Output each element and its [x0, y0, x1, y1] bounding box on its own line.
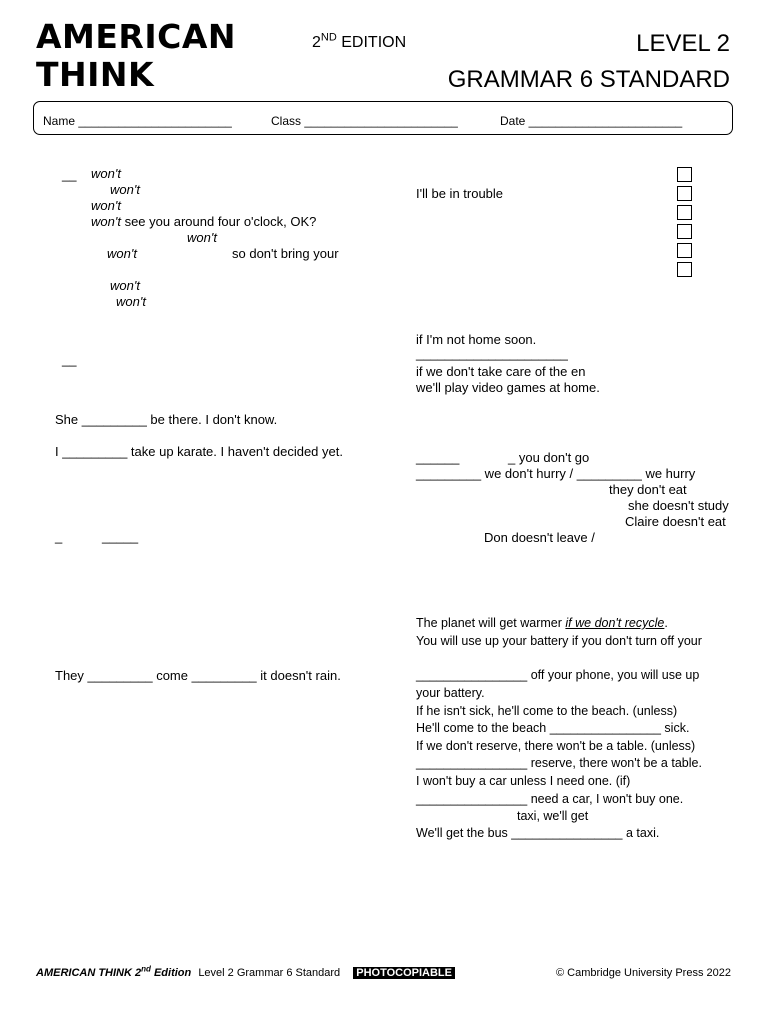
right-line: if I'm not home soon. — [416, 332, 537, 347]
left-line: __ — [62, 352, 77, 367]
left-line: She _________ be there. I don't know. — [55, 412, 278, 427]
left-line: so don't bring your — [232, 246, 339, 261]
edition-number: 2 — [312, 34, 321, 51]
right-line: If he isn't sick, he'll come to the beach. (unless) — [416, 704, 678, 718]
right-line: they don't eat — [609, 482, 687, 497]
left-line: I _________ take up karate. I haven't decided yet. — [55, 444, 343, 459]
edition-label — [312, 31, 407, 52]
brand-title-line1: AMERICAN — [36, 17, 236, 56]
checkbox[interactable] — [677, 167, 692, 182]
photocopiable-badge: PHOTOCOPIABLE — [353, 967, 455, 979]
checkbox[interactable] — [677, 224, 692, 239]
example-text: The planet will get warmer — [416, 616, 562, 630]
name-field[interactable]: Name _______________________ — [43, 114, 232, 128]
left-line: won't — [91, 166, 121, 181]
footer-series-sup: nd — [141, 964, 151, 974]
example-answer: if we don't recycle — [565, 616, 665, 630]
right-line: ______ — [416, 450, 460, 465]
checkbox[interactable] — [677, 262, 692, 277]
right-line: He'll come to the beach ________________ sick. — [416, 721, 690, 735]
date-field[interactable]: Date _______________________ — [500, 114, 683, 128]
left-line — [91, 214, 316, 230]
brand-title-line2: THINK — [36, 55, 155, 94]
footer-series-title: AMERICAN THINK 2 — [36, 967, 142, 979]
right-line: taxi, we'll get — [517, 809, 589, 823]
footer-series — [36, 964, 192, 979]
left-line: won't — [187, 230, 217, 245]
left-line: _ — [55, 529, 63, 544]
right-line: _________ we don't hurry / _________ we hurry — [416, 466, 696, 481]
checkbox[interactable] — [677, 243, 692, 258]
footer-level: Level 2 Grammar 6 Standard — [198, 967, 341, 979]
footer-left — [36, 964, 455, 979]
right-line: your battery. — [416, 686, 485, 700]
student-info-box — [33, 101, 733, 135]
right-line: You will use up your battery if you don't turn off your — [416, 634, 702, 648]
level-label: LEVEL 2 — [636, 30, 730, 57]
right-line: ________________ need a car, I won't buy one. — [416, 792, 684, 806]
footer-series-edition: Edition — [153, 967, 192, 979]
checkbox[interactable] — [677, 186, 692, 201]
right-line: Claire doesn't eat — [625, 514, 726, 529]
left-line: They _________ come _________ it doesn't rain. — [55, 668, 341, 683]
left-word: see you around four o'clock, OK? — [124, 214, 317, 229]
right-line: she doesn't study — [628, 498, 729, 513]
right-line: _____________________ — [416, 346, 568, 361]
right-line: _ you don't go — [508, 450, 590, 465]
left-line: won't — [107, 246, 137, 261]
left-line: won't — [110, 278, 140, 293]
edition-word: EDITION — [341, 34, 407, 51]
left-line: _____ — [102, 529, 139, 544]
left-word: won't — [91, 214, 121, 229]
example-sentence — [416, 615, 668, 631]
right-line: I'll be in trouble — [416, 186, 504, 201]
copyright: © Cambridge University Press 2022 — [555, 967, 731, 979]
right-line: ________________ off your phone, you will use up — [416, 668, 700, 682]
right-line: we'll play video games at home. — [416, 380, 600, 395]
right-line: I won't buy a car unless I need one. (if) — [416, 774, 631, 788]
edition-superscript: ND — [320, 31, 337, 44]
left-line: won't — [91, 198, 121, 213]
right-line: If we don't reserve, there won't be a table. (unless) — [416, 739, 696, 753]
example-period: . — [664, 616, 668, 630]
class-field[interactable]: Class _______________________ — [271, 114, 458, 128]
left-line: won't — [110, 182, 140, 197]
left-line: __ — [62, 167, 77, 182]
right-line: if we don't take care of the en — [416, 364, 586, 379]
checkbox[interactable] — [677, 205, 692, 220]
right-line: Don doesn't leave / — [484, 530, 595, 545]
right-line: ________________ reserve, there won't be a table. — [416, 756, 702, 770]
worksheet-title: GRAMMAR 6 STANDARD — [447, 66, 730, 93]
left-line: won't — [116, 294, 146, 309]
right-line: We'll get the bus ________________ a taxi. — [416, 826, 660, 840]
